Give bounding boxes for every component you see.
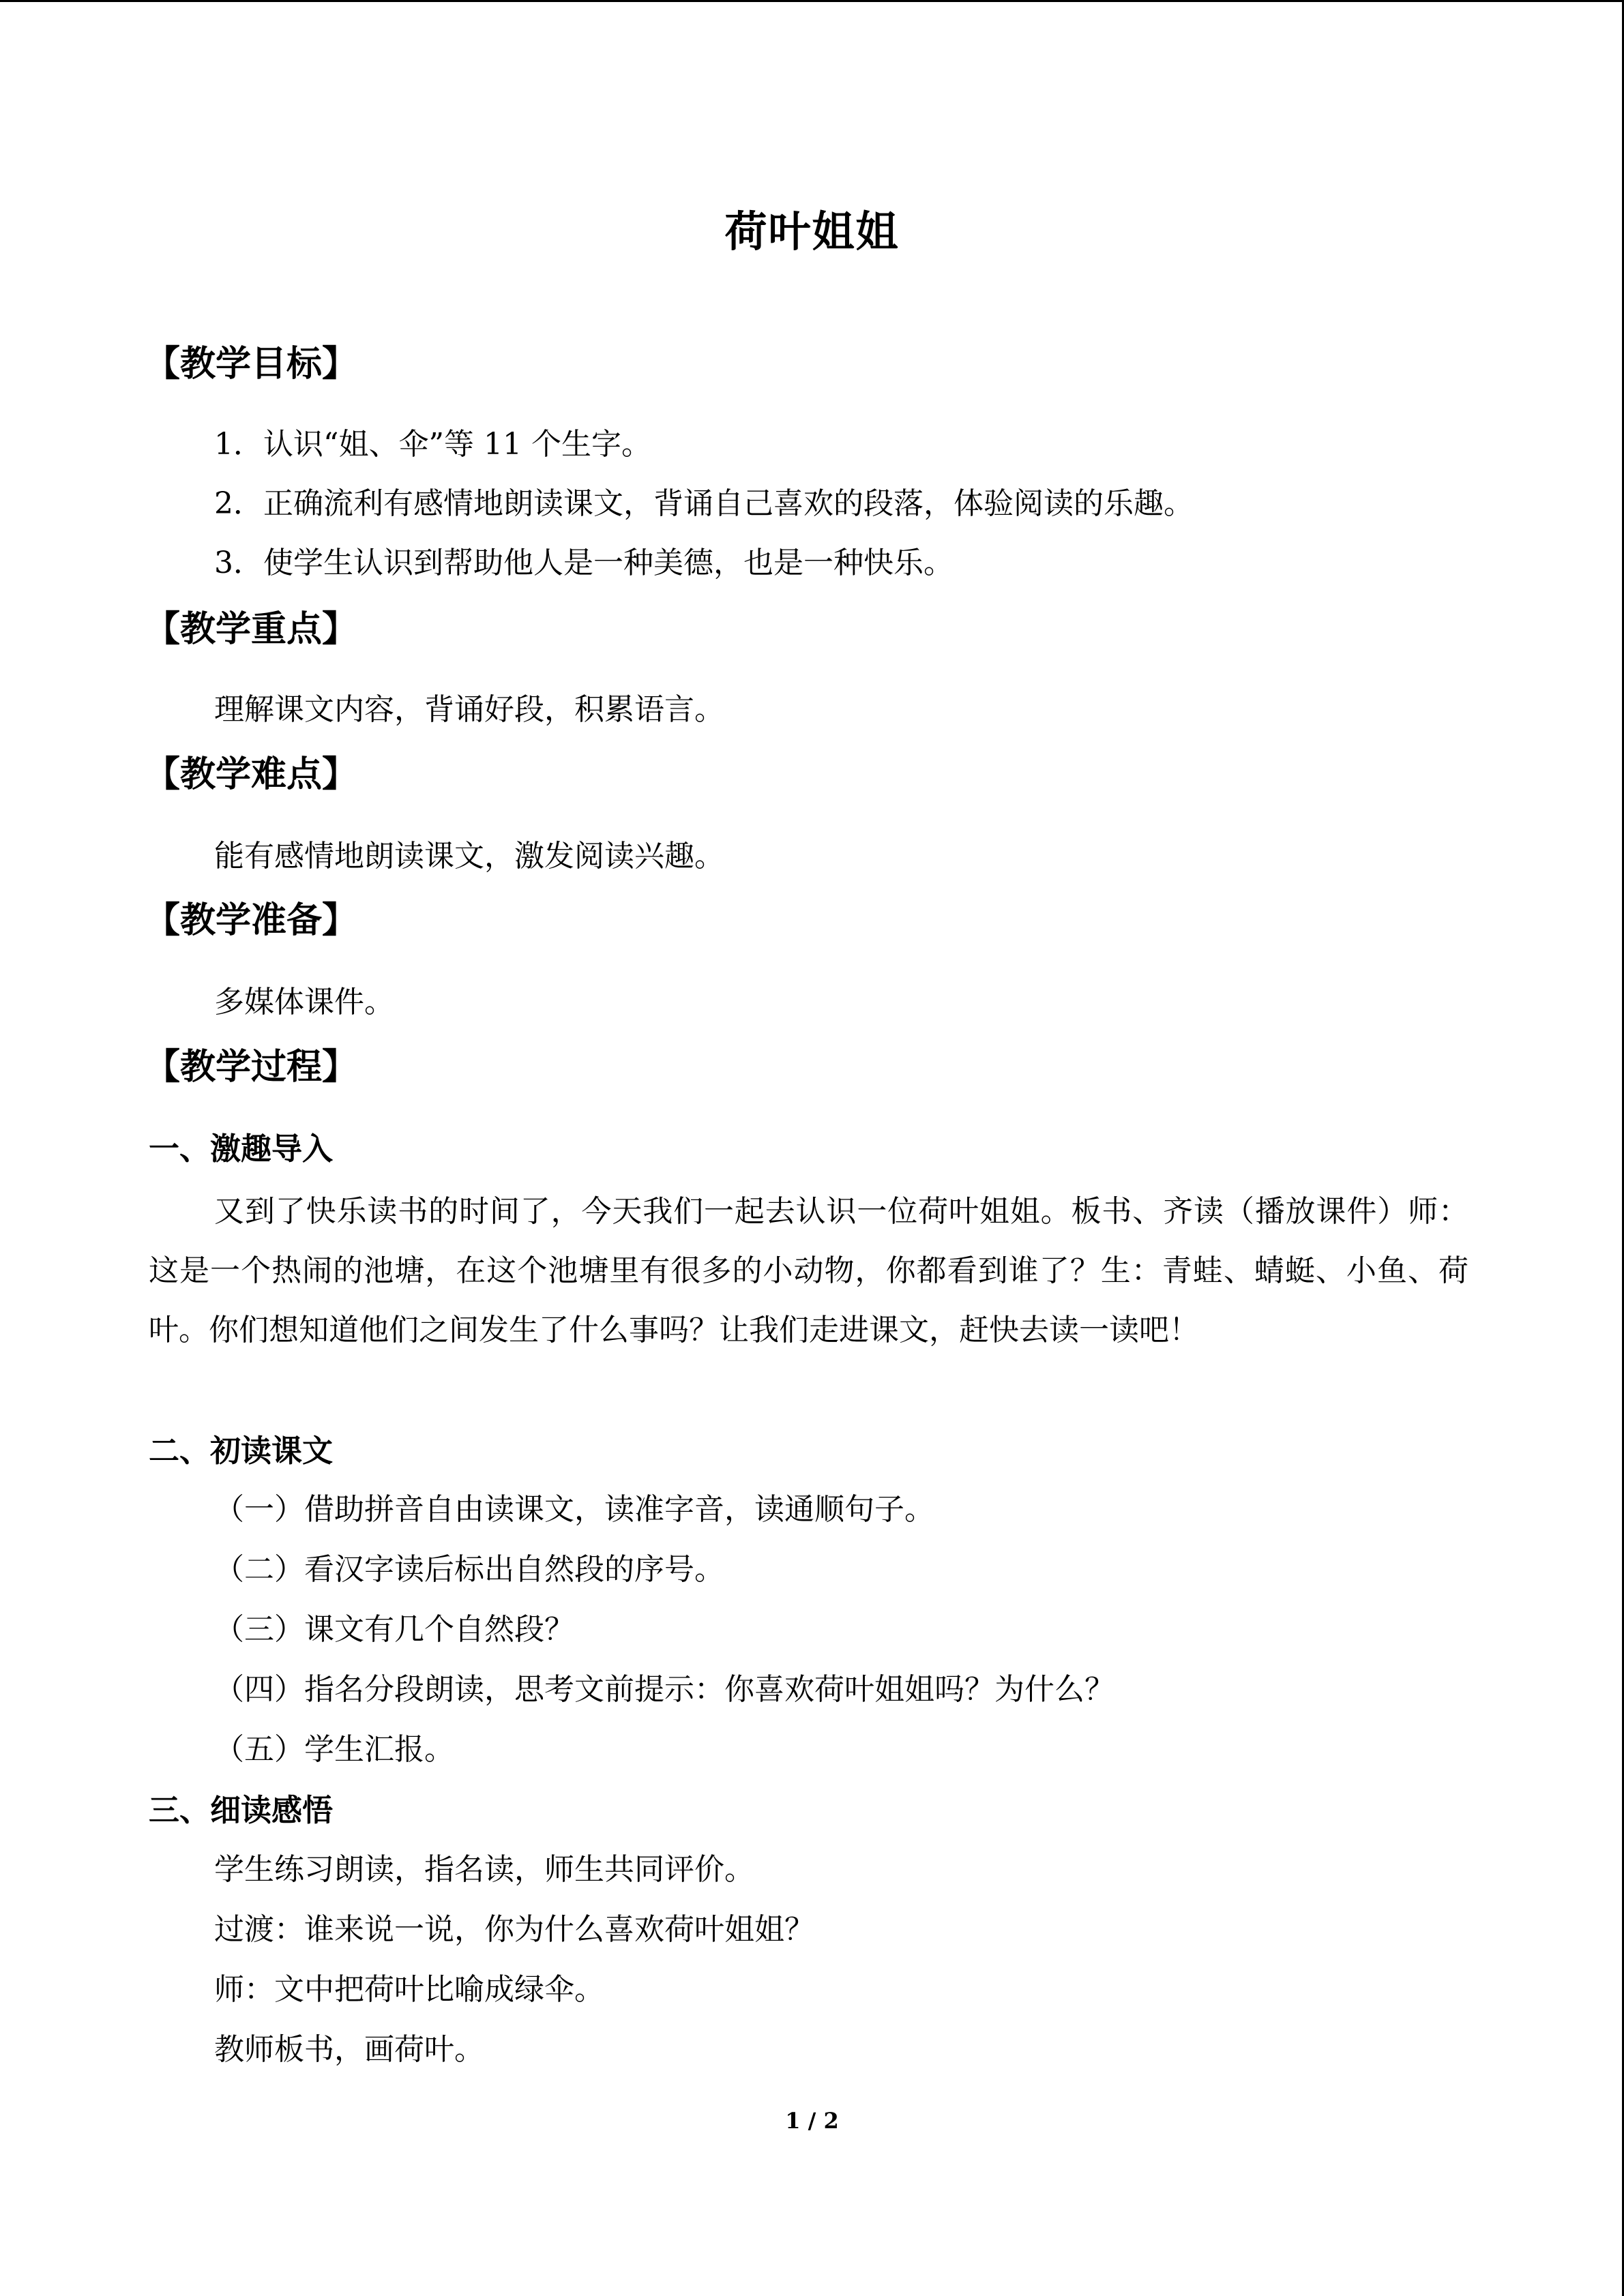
process-part-2-item: （二）看汉字读后标出自然段的序号。 (214, 1552, 724, 1587)
key-points-text: 理解课文内容，背诵好段，积累语言。 (214, 692, 724, 727)
goal-item: 1．认识“姐、伞”等 11 个生字。 (214, 427, 651, 462)
section-heading-difficulties: 【教学难点】 (145, 754, 358, 795)
difficulties-text: 能有感情地朗读课文，激发阅读兴趣。 (214, 839, 724, 874)
process-part-2-item: （一）借助拼音自由读课文，读准字音，读通顺句子。 (214, 1492, 934, 1527)
document-title: 荷叶姐姐 (724, 207, 900, 256)
process-part-3-line: 师：文中把荷叶比喻成绿伞。 (214, 1972, 604, 2007)
process-part-3-line: 过渡：谁来说一说，你为什么喜欢荷叶姐姐？ (214, 1912, 814, 1947)
process-part-3-line: 学生练习朗读，指名读，师生共同评价。 (214, 1852, 754, 1887)
process-part-2-item: （五）学生汇报。 (214, 1732, 454, 1767)
section-heading-goals: 【教学目标】 (145, 343, 358, 385)
goal-item: 3．使学生认识到帮助他人是一种美德，也是一种快乐。 (214, 546, 954, 580)
preparation-text: 多媒体课件。 (214, 985, 394, 1019)
goal-item: 2．正确流利有感情地朗读课文，背诵自己喜欢的段落，体验阅读的乐趣。 (214, 486, 1194, 521)
section-heading-process: 【教学过程】 (145, 1046, 358, 1088)
section-heading-preparation: 【教学准备】 (145, 899, 358, 941)
process-part-2-heading: 二、初读课文 (149, 1433, 334, 1469)
process-part-2-item: （四）指名分段朗读，思考文前提示：你喜欢荷叶姐姐吗？为什么？ (214, 1672, 1114, 1707)
process-part-1-paragraph: 又到了快乐读书的时间了，今天我们一起去认识一位荷叶姐姐。板书、齐读（播放课件）师：这是一个热闹的池塘，在这个池塘里有很多的小动物，你都看到谁了？生：青蛙、蜻蜓、小鱼、荷叶。你们想知道他们之间发生了什么事吗？让我们走进课文，赶快去读一读吧！ (149, 1194, 1468, 1347)
process-part-3-line: 教师板书，画荷叶。 (214, 2032, 484, 2067)
process-part-1-heading: 一、激趣导入 (149, 1131, 334, 1167)
section-heading-key-points: 【教学重点】 (145, 608, 358, 650)
process-part-2-item: （三）课文有几个自然段？ (214, 1612, 574, 1647)
process-part-3-heading: 三、细读感悟 (149, 1792, 334, 1828)
page-number: 1 / 2 (785, 2108, 839, 2134)
